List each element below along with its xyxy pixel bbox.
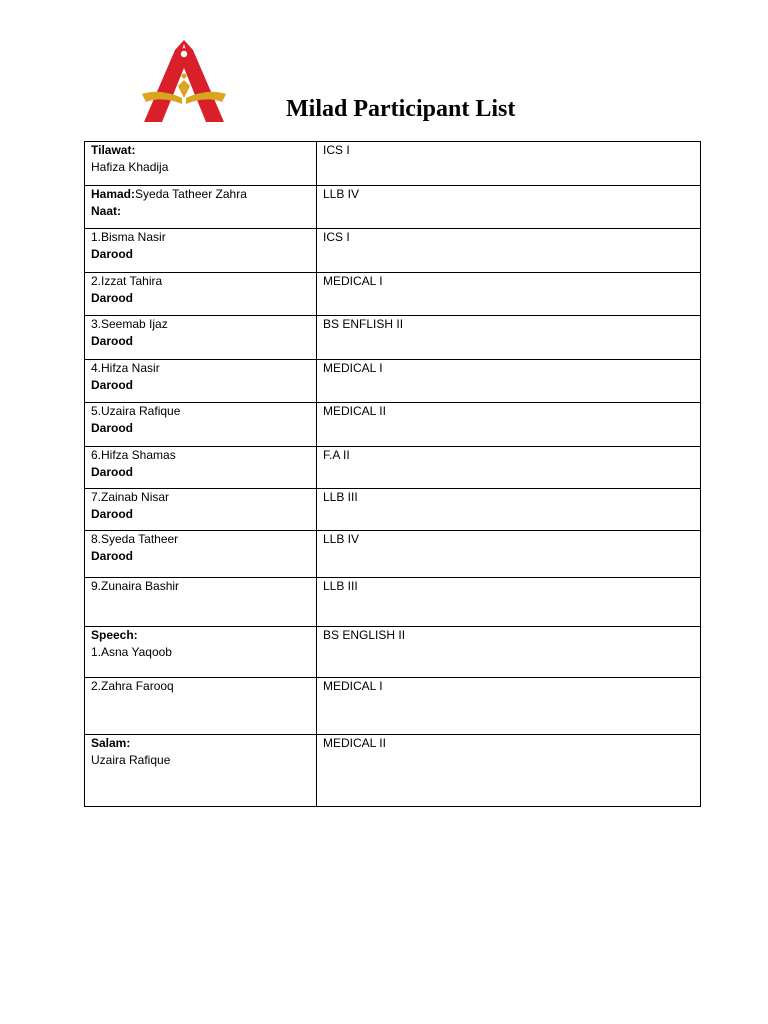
role-label: Darood	[91, 549, 133, 563]
table-row	[85, 229, 701, 273]
role-label: Darood	[91, 507, 133, 521]
participant-name: 7.Zainab Nisar	[91, 490, 170, 504]
table-row	[85, 186, 701, 229]
class-cell: LLB IV	[317, 186, 701, 229]
role-label: Speech:	[91, 628, 138, 642]
participant-name: 2.Izzat Tahira	[91, 274, 163, 288]
table-row	[85, 531, 701, 578]
participant-cell	[85, 186, 317, 229]
role-label: Tilawat:	[91, 143, 136, 157]
class-cell: MEDICAL II	[317, 735, 701, 807]
class-cell: ICS I	[317, 142, 701, 186]
participant-name: 8.Syeda Tatheer	[91, 532, 179, 546]
role-label: Naat:	[91, 204, 122, 218]
participant-cell	[85, 229, 317, 273]
participant-cell	[85, 360, 317, 403]
class-cell: MEDICAL I	[317, 273, 701, 316]
table-row	[85, 360, 701, 403]
class-cell: LLB III	[317, 489, 701, 531]
class-cell: F.A II	[317, 447, 701, 489]
class-cell: MEDICAL II	[317, 403, 701, 447]
participant-name: Syeda Tatheer Zahra	[135, 187, 247, 201]
class-cell: LLB IV	[317, 531, 701, 578]
participant-table-body	[85, 142, 701, 807]
participant-cell	[85, 273, 317, 316]
participant-name: 1.Bisma Nasir	[91, 230, 166, 244]
role-label: Salam:	[91, 736, 131, 750]
participant-name: 1.Asna Yaqoob	[91, 645, 172, 659]
participant-cell	[85, 578, 317, 627]
table-row	[85, 578, 701, 627]
college-crest-logo	[138, 38, 230, 124]
role-label: Hamad:	[91, 187, 136, 201]
class-cell: MEDICAL I	[317, 360, 701, 403]
class-cell: LLB III	[317, 578, 701, 627]
class-cell: MEDICAL I	[317, 678, 701, 735]
class-cell: BS ENGLISH II	[317, 627, 701, 678]
role-label: Darood	[91, 465, 133, 479]
participant-cell	[85, 403, 317, 447]
table-row	[85, 273, 701, 316]
participant-cell	[85, 678, 317, 735]
participant-cell	[85, 447, 317, 489]
role-label: Darood	[91, 247, 133, 261]
role-label: Darood	[91, 378, 133, 392]
table-row	[85, 447, 701, 489]
participant-name: 9.Zunaira Bashir	[91, 579, 180, 593]
participant-name: 6.Hifza Shamas	[91, 448, 176, 462]
participant-cell	[85, 489, 317, 531]
role-label: Darood	[91, 421, 133, 435]
participant-name: 4.Hifza Nasir	[91, 361, 160, 375]
participant-cell	[85, 735, 317, 807]
table-row	[85, 489, 701, 531]
class-cell: BS ENFLISH II	[317, 316, 701, 360]
participant-name: 3.Seemab Ijaz	[91, 317, 168, 331]
class-cell: ICS I	[317, 229, 701, 273]
participant-name: 5.Uzaira Rafique	[91, 404, 181, 418]
participant-cell	[85, 142, 317, 186]
table-row	[85, 678, 701, 735]
participant-table	[84, 141, 701, 807]
participant-name: 2.Zahra Farooq	[91, 679, 174, 693]
table-row	[85, 735, 701, 807]
role-label: Darood	[91, 291, 133, 305]
participant-name: Uzaira Rafique	[91, 753, 171, 767]
participant-cell	[85, 316, 317, 360]
table-row	[85, 403, 701, 447]
table-row	[85, 627, 701, 678]
table-row	[85, 316, 701, 360]
participant-name: Hafiza Khadija	[91, 160, 169, 174]
table-row	[85, 142, 701, 186]
document-title: Milad Participant List	[286, 96, 516, 122]
participant-cell	[85, 531, 317, 578]
participant-cell	[85, 627, 317, 678]
role-label: Darood	[91, 334, 133, 348]
